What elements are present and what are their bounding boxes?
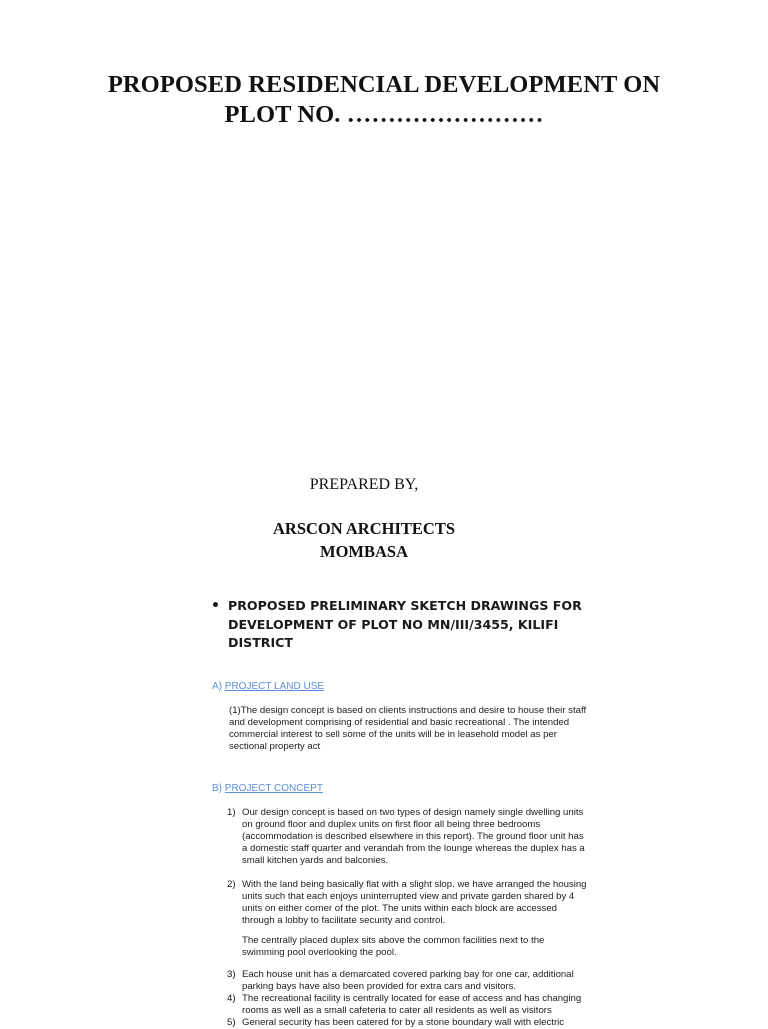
list-line: (accommodation is described elsewhere in this report). The ground floor unit has	[242, 831, 584, 842]
section-b-heading	[212, 783, 323, 794]
list-line: Our design concept is based on two types of design namely single dwelling units	[242, 807, 584, 818]
section-a-paragraph	[229, 705, 619, 753]
section-b-label: PROJECT CONCEPT	[224, 783, 323, 794]
firm-name: ARSCON ARCHITECTS	[273, 519, 455, 538]
list-line: Each house unit has a demarcated covered parking bay for one car, additional	[242, 969, 574, 980]
paragraph-line: sectional property act	[229, 741, 321, 752]
list-line: units such that each enjoys uninterrupted view and private garden shared by 4	[242, 891, 575, 902]
document-title	[0, 70, 768, 130]
list-item	[227, 969, 607, 993]
list-item	[227, 993, 607, 1017]
paragraph-line: (1)The design concept is based on clients instructions and desire to house their staff	[229, 705, 587, 716]
firm-city: MOMBASA	[320, 542, 408, 561]
list-line: The recreational facility is centrally located for ease of access and has changing	[242, 993, 582, 1004]
firm-block	[0, 517, 728, 563]
prepared-by-label: PREPARED BY,	[309, 476, 419, 493]
title-line-2: PLOT NO. ……………………	[224, 101, 544, 128]
list-line: The centrally placed duplex sits above the common facilities next to the	[242, 935, 545, 946]
list-line: parking bays have also been provided for extra cars and visitors.	[242, 981, 517, 992]
bullet-line-3: DISTRICT	[228, 635, 294, 650]
list-number: 5)	[227, 1017, 236, 1028]
list-item	[227, 1017, 607, 1029]
list-number: 4)	[227, 993, 236, 1004]
list-line: through a lobby to facilitate security and control.	[242, 915, 446, 926]
section-a-prefix: A)	[212, 681, 222, 692]
list-line: a domestic staff quarter and verandah from the lounge whereas the duplex has a	[242, 843, 585, 854]
list-line: on ground floor and duplex units on first floor all being three bedrooms	[242, 819, 541, 830]
bullet-heading	[211, 597, 591, 653]
list-line: small kitchen yards and balconies.	[242, 855, 389, 866]
list-line: units on either corner of the plot. The units within each block are accessed	[242, 903, 557, 914]
list-number: 2)	[227, 879, 236, 890]
paragraph-line: commercial interest to sell some of the units will be in leasehold model as per	[229, 729, 557, 740]
list-number: 1)	[227, 807, 236, 818]
section-a-label: PROJECT LAND USE	[224, 681, 325, 692]
list-line: swimming pool overlooking the pool.	[242, 947, 397, 958]
title-line-1: PROPOSED RESIDENCIAL DEVELOPMENT ON	[107, 71, 661, 98]
list-line: rooms as well as a small cafeteria to cater all residents as well as visitors	[242, 1005, 552, 1016]
bullet-symbol: •	[211, 598, 220, 614]
list-line: With the land being basically flat with a slight slop. we have arranged the housing	[242, 879, 587, 890]
bullet-line-2: DEVELOPMENT OF PLOT NO MN/III/3455, KILIFI	[228, 616, 559, 632]
bullet-line-1: PROPOSED PRELIMINARY SKETCH DRAWINGS FOR	[228, 598, 582, 613]
paragraph-line: and development comprising of residential and basic recreational . The intended	[229, 717, 570, 728]
list-number: 3)	[227, 969, 236, 980]
list-item	[227, 807, 607, 867]
list-item	[227, 879, 607, 959]
list-line: General security has been catered for by a stone boundary wall with electric	[242, 1017, 565, 1028]
section-b-prefix: B)	[212, 783, 222, 794]
section-a-heading	[212, 681, 324, 692]
